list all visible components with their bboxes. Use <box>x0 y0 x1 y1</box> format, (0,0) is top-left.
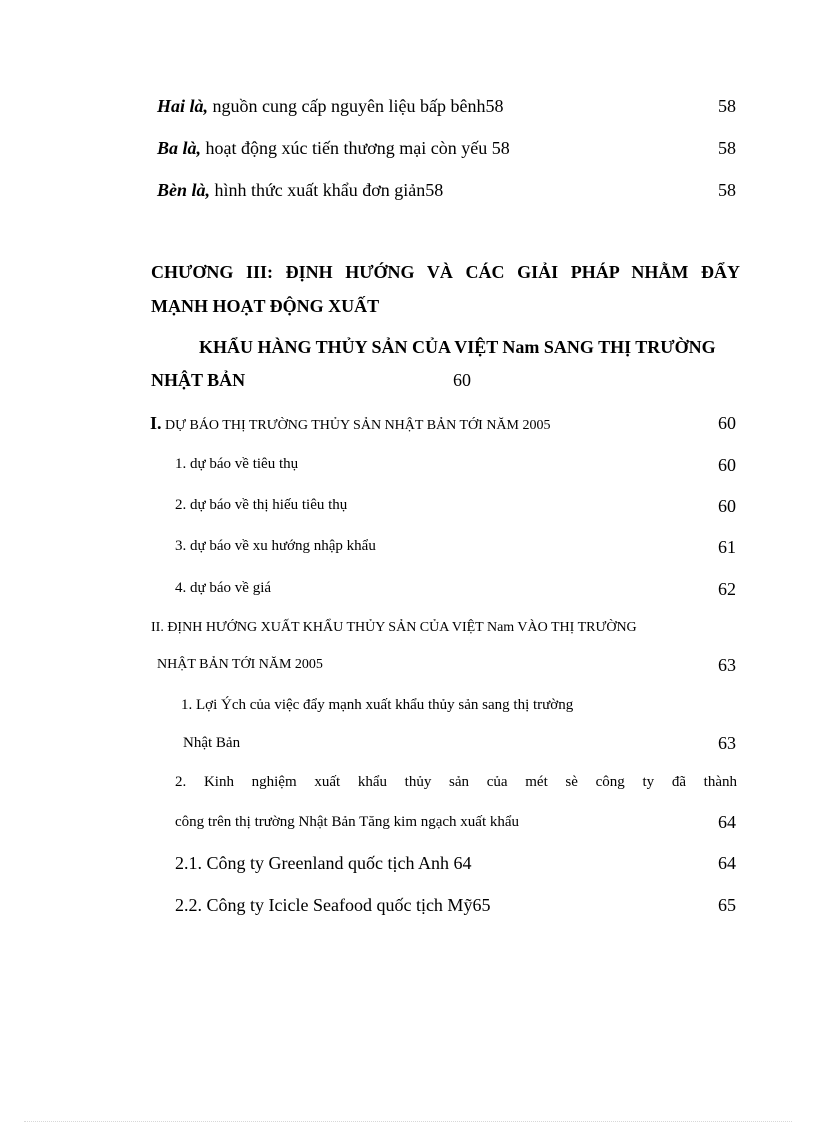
page-number: 60 <box>718 496 736 516</box>
page-number: 60 <box>718 455 736 475</box>
page-number: 64 <box>718 853 736 873</box>
toc-sub-entry: 4. dự báo về giá <box>175 580 272 596</box>
toc-sub-entry-line1: 2. Kinh nghiệm xuất khẩu thủy sản của mét sè công ty đã thành <box>175 774 737 790</box>
toc-sub-entry-line2: công trên thị trường Nhật Bản Tăng kim ngạch xuất khẩu <box>175 814 520 830</box>
page-number: 64 <box>718 812 736 832</box>
chapter-heading-line1: CHƯƠNG III: ĐỊNH HƯỚNG VÀ CÁC GIẢI PHÁP NHẰM ĐẨY <box>151 262 740 282</box>
section-ii-heading-line1: II. ĐỊNH HƯỚNG XUẤT KHẨU THỦY SẢN CỦA VIỆT Nam VÀO THỊ TRƯỜNG <box>151 620 637 635</box>
entry-text: hình thức xuất khẩu đơn giản58 <box>210 180 444 200</box>
section-roman: I. <box>150 413 162 433</box>
toc-sub-entry: 2.1. Công ty Greenland quốc tịch Anh 64 <box>175 853 472 873</box>
entry-text: hoạt động xúc tiến thương mại còn yếu 58 <box>201 138 510 158</box>
toc-sub-entry-line2: Nhật Bản <box>183 735 241 751</box>
page-number: 58 <box>718 96 736 116</box>
toc-entry-hai-la <box>157 96 503 117</box>
toc-sub-entry: 3. dự báo về xu hướng nhập khẩu <box>175 538 376 554</box>
toc-sub-entry-line1: 1. Lợi Ých của việc đẩy mạnh xuất khẩu thủy sản sang thị trường <box>181 697 574 713</box>
page-number: 60 <box>718 413 736 433</box>
chapter-heading-line3: KHẨU HÀNG THỦY SẢN CỦA VIỆT Nam SANG THỊ TRƯỜNG <box>199 337 716 357</box>
entry-lead: Hai là, <box>157 96 209 116</box>
chapter-heading-line4: NHẬT BẢN <box>151 370 246 390</box>
page-number: 65 <box>718 895 736 915</box>
page-number: 62 <box>718 579 736 599</box>
toc-entry-ben-la <box>157 180 443 201</box>
section-title: DỰ BÁO THỊ TRƯỜNG THỦY SẢN NHẬT BẢN TỚI NĂM 2005 <box>161 418 551 433</box>
toc-sub-entry: 2. dự báo về thị hiếu tiêu thụ <box>175 497 348 513</box>
toc-sub-entry: 1. dự báo về tiêu thụ <box>175 456 299 472</box>
section-ii-heading-line2: NHẬT BẢN TỚI NĂM 2005 <box>157 657 323 672</box>
page-bottom-rule <box>24 1121 792 1122</box>
entry-text: nguồn cung cấp nguyên liệu bấp bênh58 <box>208 96 504 116</box>
page-number: 63 <box>718 733 736 753</box>
page-number: 58 <box>718 138 736 158</box>
toc-sub-entry: 2.2. Công ty Icicle Seafood quốc tịch Mỹ65 <box>175 895 491 915</box>
toc-entry-ba-la <box>157 138 510 159</box>
page-number: 58 <box>718 180 736 200</box>
entry-lead: Ba là, <box>157 138 202 158</box>
chapter-heading-line2: MẠNH HOẠT ĐỘNG XUẤT <box>151 296 380 316</box>
page-number: 63 <box>718 655 736 675</box>
page-number: 61 <box>718 537 736 557</box>
section-i-heading <box>150 413 551 434</box>
chapter-page-number: 60 <box>453 370 471 390</box>
entry-lead: Bèn là, <box>157 180 211 200</box>
